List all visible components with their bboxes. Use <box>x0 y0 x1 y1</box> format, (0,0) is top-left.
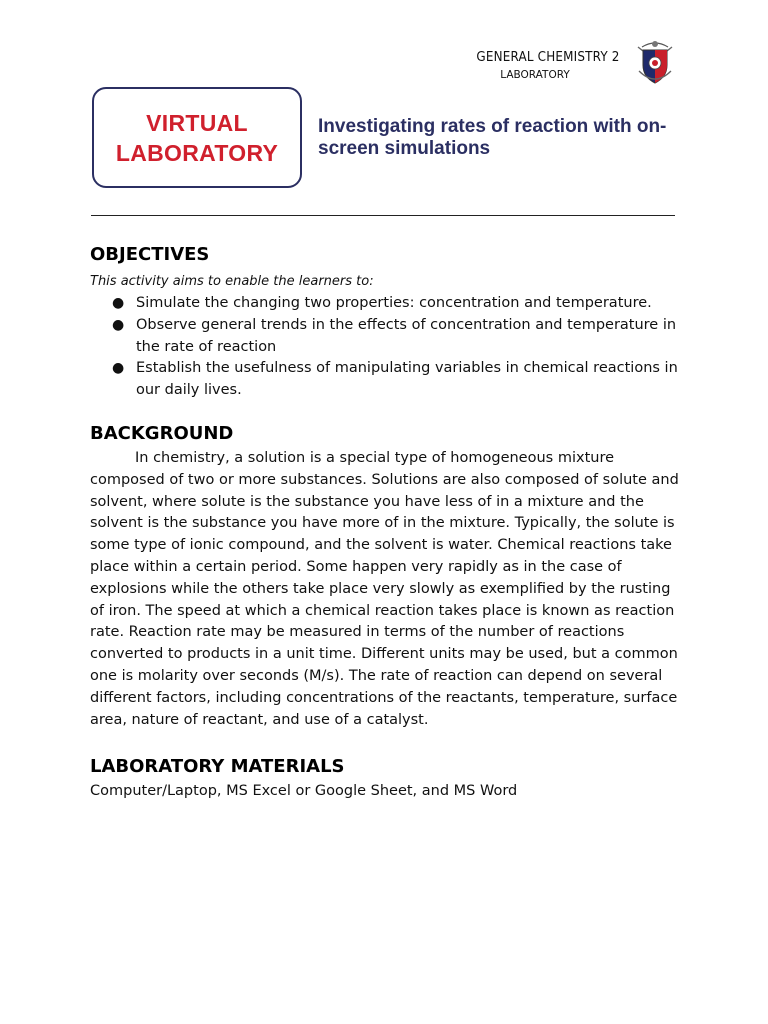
objective-text: Simulate the changing two properties: concentration and temperature. <box>136 295 652 311</box>
materials-text: Computer/Laptop, MS Excel or Google Sheet, and MS Word <box>90 783 518 800</box>
bullet-icon: ● <box>112 360 125 377</box>
list-item <box>90 358 682 402</box>
list-item <box>90 315 682 359</box>
objective-text: Establish the usefulness of manipulating variables in chemical reactions in our daily lives. <box>136 360 678 399</box>
objectives-list <box>90 293 682 402</box>
main-content <box>90 243 682 803</box>
course-subtitle: LABORATORY <box>500 69 570 81</box>
materials-heading: LABORATORY MATERIALS <box>90 756 345 778</box>
header-divider <box>91 215 675 216</box>
bullet-icon: ● <box>112 316 125 333</box>
objectives-intro: This activity aims to enable the learners to: <box>90 274 374 289</box>
background-section <box>90 422 682 731</box>
objectives-section <box>90 243 682 402</box>
bullet-icon: ● <box>112 295 125 311</box>
virtual-laboratory-banner <box>92 87 302 188</box>
background-text: In chemistry, a solution is a special type of homogeneous mixture composed of two or more substances. Solutions are also composed of solute and solvent, where solute is the substance you have less of in a mixture and the solvent is the substance you have more of in the mixture. Typically, the solute is some type of ionic compound, and the solvent is water. Chemical reactions take place within a certain period. Some happen very rapidly as in the case of explosions while the others take place very slowly as exemplified by the rusting of iron. The speed at which a chemical reaction takes place is known as reaction rate. Reaction rate may be measured in terms of the number of reactions converted to products in a unit time. Different units may be used, but a common one is molarity over seconds (M/s). The rate of reaction can depend on several different factors, including concentrations of the reactants, temperature, surface area, nature of reactant, and use of a catalyst. <box>90 449 679 728</box>
objectives-heading: OBJECTIVES <box>90 244 210 265</box>
background-heading: BACKGROUND <box>90 422 234 444</box>
banner-line-2: LABORATORY <box>115 139 279 166</box>
course-title: GENERAL CHEMISTRY 2 <box>476 50 620 65</box>
materials-section <box>90 755 682 803</box>
banner-line-1: VIRTUAL <box>146 109 248 136</box>
course-header <box>420 50 640 81</box>
school-crest-icon <box>634 37 676 87</box>
activity-title: Investigating rates of reaction with on-screen simulations <box>318 116 667 159</box>
list-item <box>90 293 682 315</box>
objective-text: Observe general trends in the effects of concentration and temperature in the rate of reaction <box>136 316 677 355</box>
